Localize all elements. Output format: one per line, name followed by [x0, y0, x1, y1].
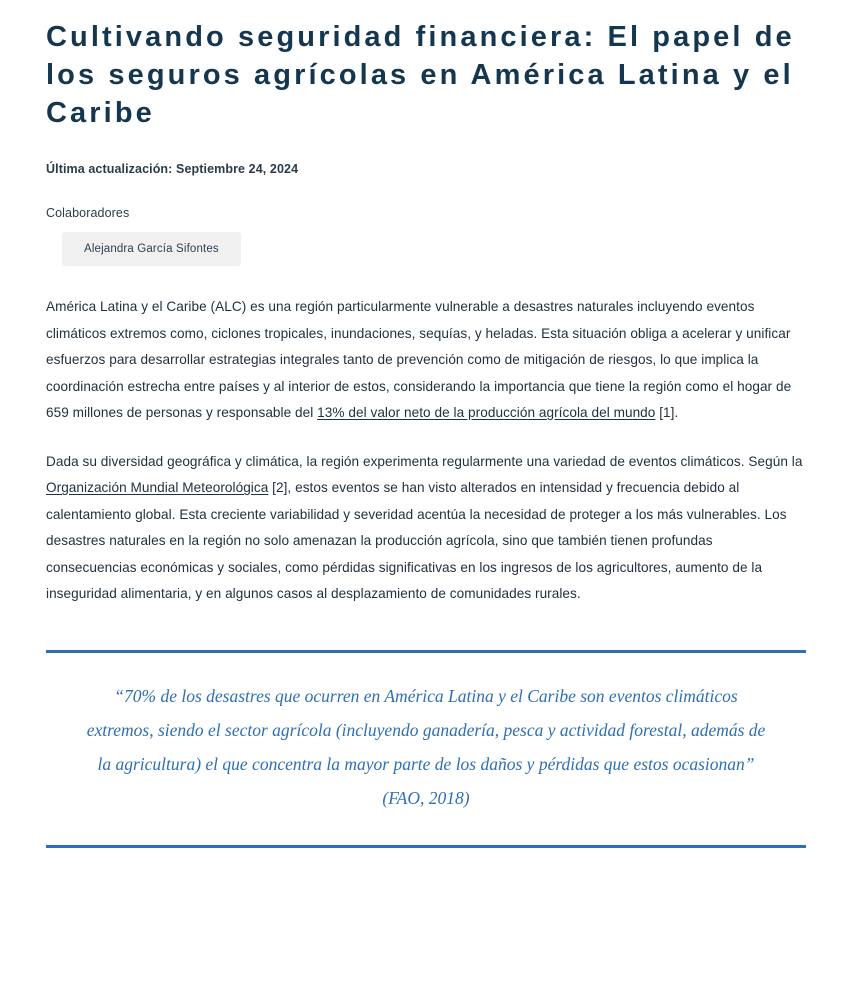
paragraph-text-tail: [2], estos eventos se han visto alterados en intensidad y frecuencia debido al calentamiento global. Esta creciente variabilidad y severidad acentúa la necesidad de proteger a los más vulnerables. Los desastres naturales en la región no solo amenazan la producción agrícola, sino que también tienen profundas consecuencias económicas y sociales, como pérdidas significativas en los ingresos de los agricultores, aumento de la inseguridad alimentaria, y en algunos casos al desplazamiento de comunidades rurales. [46, 480, 787, 601]
paragraph-text: América Latina y el Caribe (ALC) es una región particularmente vulnerable a desastres naturales incluyendo eventos climáticos extremos como, ciclones tropicales, inundaciones, sequías, y heladas. Esta situación obliga a acelerar y unificar esfuerzos para desarrollar estrategias integrales tanto de prevención como de mitigación de riesgos, lo que implica la coordinación estrecha entre países y al interior de estos, considerando la importancia que tiene la región como el hogar de 659 millones de personas y responsable del [46, 299, 792, 420]
paragraph-text-tail: [1]. [655, 405, 679, 420]
body-paragraph-1 [46, 294, 806, 427]
pullquote-block [46, 650, 806, 848]
pullquote-text: “70% de los desastres que ocurren en América Latina y el Caribe son eventos climáticos extremos, siendo el sector agrícola (incluyendo ganadería, pesca y actividad forestal, además de la agricultura) el que concentra la mayor parte de los daños y pérdidas que estos ocasionan” (FAO, 2018) [86, 685, 766, 808]
page-title: Cultivando seguridad financiera: El papel de los seguros agrícolas en América Latina y el Caribe [46, 21, 795, 129]
contributor-chip[interactable]: Alejandra García Sifontes [62, 232, 241, 266]
last-updated-text: Última actualización: Septiembre 24, 2024 [46, 162, 299, 176]
body-paragraph-2 [46, 449, 806, 608]
contributors-heading: Colaboradores [46, 206, 130, 220]
citation-link-wmo[interactable]: Organización Mundial Meteorológica [46, 480, 269, 495]
paragraph-text: Dada su diversidad geográfica y climática, la región experimenta regularmente una variedad de eventos climáticos. Según la [46, 453, 803, 469]
citation-link-agricultural-output[interactable]: 13% del valor neto de la producción agrícola del mundo [317, 405, 656, 420]
contributors-list [46, 232, 806, 266]
